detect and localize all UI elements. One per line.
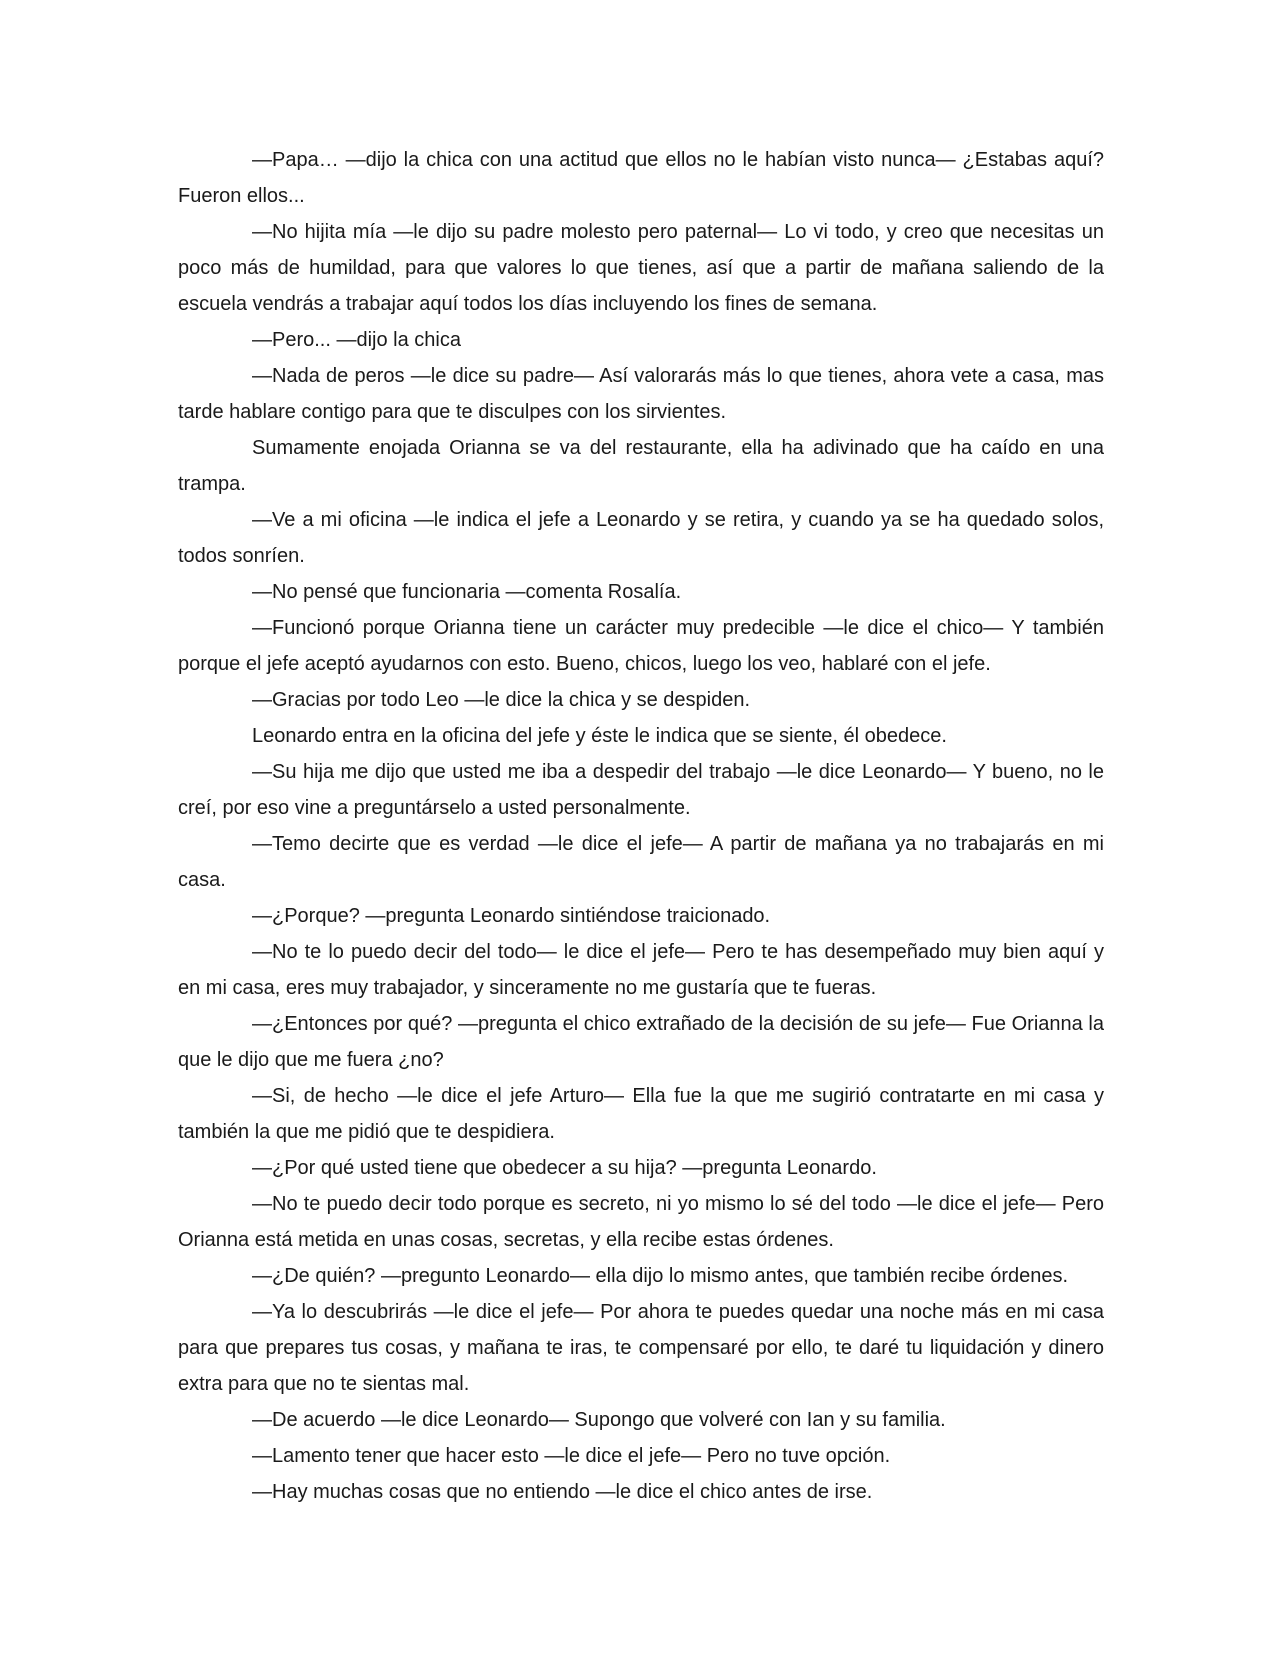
document-page: [178, 142, 1104, 1510]
paragraph: Sumamente enojada Orianna se va del restaurante, ella ha adivinado que ha caído en una trampa.: [178, 437, 1104, 495]
paragraph: —Temo decirte que es verdad —le dice el jefe— A partir de mañana ya no trabajarás en mi casa.: [178, 833, 1104, 891]
paragraph: —No te puedo decir todo porque es secreto, ni yo mismo lo sé del todo —le dice el jefe— Pero Orianna está metida en unas cosas, secretas, y ella recibe estas órdenes.: [178, 1193, 1104, 1251]
paragraph: —Funcionó porque Orianna tiene un carácter muy predecible —le dice el chico— Y también porque el jefe aceptó ayudarnos con esto. Bueno, chicos, luego los veo, hablaré con el jefe.: [178, 617, 1104, 675]
paragraph: —Ya lo descubrirás —le dice el jefe— Por ahora te puedes quedar una noche más en mi casa para que prepares tus cosas, y mañana te iras, te compensaré por ello, te daré tu liquidación y dinero extra para que no te sientas mal.: [178, 1301, 1104, 1395]
paragraph: —Papa… —dijo la chica con una actitud que ellos no le habían visto nunca— ¿Estabas aquí? Fueron ellos...: [178, 149, 1104, 207]
paragraph: —Nada de peros —le dice su padre— Así valorarás más lo que tienes, ahora vete a casa, mas tarde hablare contigo para que te disculpes con los sirvientes.: [178, 365, 1104, 423]
paragraph: —¿Por qué usted tiene que obedecer a su hija? —pregunta Leonardo.: [252, 1157, 877, 1179]
paragraph: —Pero... —dijo la chica: [252, 329, 461, 351]
paragraph: —¿Entonces por qué? —pregunta el chico extrañado de la decisión de su jefe— Fue Orianna la que le dijo que me fuera ¿no?: [178, 1013, 1104, 1071]
paragraph: —No te lo puedo decir del todo— le dice el jefe— Pero te has desempeñado muy bien aquí y en mi casa, eres muy trabajador, y sinceramente no me gustaría que te fueras.: [178, 941, 1104, 999]
paragraph: —De acuerdo —le dice Leonardo— Supongo que volveré con Ian y su familia.: [252, 1409, 946, 1431]
paragraph: —Hay muchas cosas que no entiendo —le dice el chico antes de irse.: [252, 1481, 873, 1503]
paragraph: —No hijita mía —le dijo su padre molesto pero paternal— Lo vi todo, y creo que necesitas un poco más de humildad, para que valores lo que tienes, así que a partir de mañana saliendo de la escuela vendrás a trabajar aquí todos los días incluyendo los fines de semana.: [178, 221, 1104, 315]
paragraph: —Lamento tener que hacer esto —le dice el jefe— Pero no tuve opción.: [252, 1445, 891, 1467]
paragraph: —Ve a mi oficina —le indica el jefe a Leonardo y se retira, y cuando ya se ha quedado solos, todos sonríen.: [178, 509, 1104, 567]
paragraph: —Su hija me dijo que usted me iba a despedir del trabajo —le dice Leonardo— Y bueno, no le creí, por eso vine a preguntárselo a usted personalmente.: [178, 761, 1104, 819]
paragraph: —No pensé que funcionaria —comenta Rosalía.: [252, 581, 682, 603]
paragraph: —Gracias por todo Leo —le dice la chica y se despiden.: [252, 689, 751, 711]
paragraph: Leonardo entra en la oficina del jefe y éste le indica que se siente, él obedece.: [252, 725, 947, 747]
paragraph: —Si, de hecho —le dice el jefe Arturo— Ella fue la que me sugirió contratarte en mi casa y también la que me pidió que te despidiera.: [178, 1085, 1104, 1143]
paragraph: —¿De quién? —pregunto Leonardo— ella dijo lo mismo antes, que también recibe órdenes.: [252, 1265, 1069, 1287]
paragraph: —¿Porque? —pregunta Leonardo sintiéndose traicionado.: [252, 905, 771, 927]
